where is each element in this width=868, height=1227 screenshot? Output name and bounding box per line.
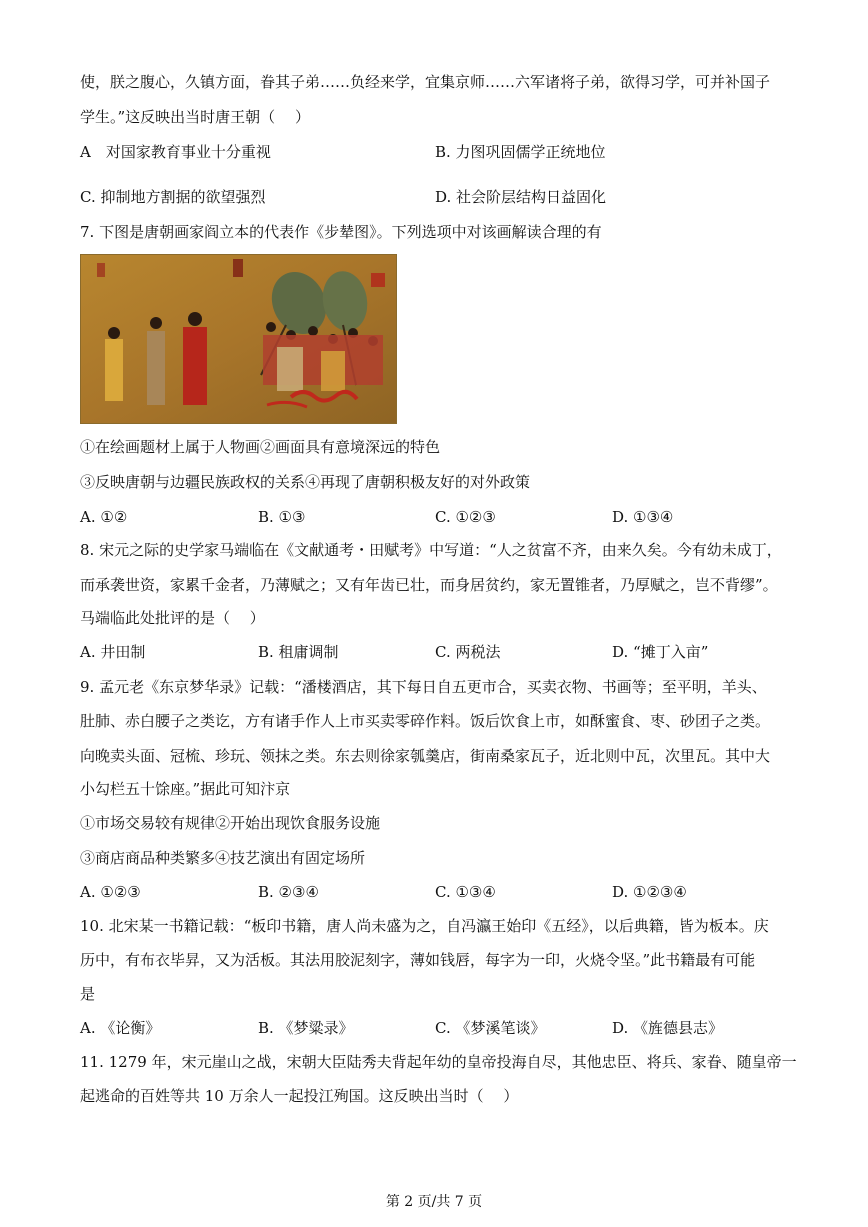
- q6-line-2: 学生。”这反映出当时唐王朝（ ）: [80, 108, 310, 126]
- q6-option-c[interactable]: C. 抑制地方割据的欲望强烈: [80, 188, 266, 206]
- q6-option-d[interactable]: D. 社会阶层结构日益固化: [435, 188, 607, 206]
- q9-line-3: 向晚卖头面、冠梳、珍玩、领抹之类。东去则徐家瓠羹店，街南桑家瓦子，近北则中瓦，次里瓦。其中大: [80, 747, 771, 765]
- q7-option-c[interactable]: C. ①②③: [435, 508, 496, 526]
- q7-option-b[interactable]: B. ①③: [258, 508, 306, 526]
- page-number-footer: 第 2 页/共 7 页: [385, 1194, 483, 1210]
- q8-line-1: 8. 宋元之际的史学家马端临在《文献通考・田赋考》中写道：“人之贫富不齐，由来久矣。今有幼未成丁，: [80, 541, 782, 559]
- q10-option-d[interactable]: D. 《旌德县志》: [612, 1019, 724, 1037]
- q8-option-b[interactable]: B. 租庸调制: [258, 643, 339, 661]
- q11-line-1: 11. 1279 年，宋元崖山之战，宋朝大臣陆秀夫背起年幼的皇帝投海自尽，其他忠臣、将兵、家眷、随皇帝一: [80, 1053, 797, 1071]
- q9-option-c[interactable]: C. ①③④: [435, 883, 496, 901]
- q6-option-b[interactable]: B. 力图巩固儒学正统地位: [435, 143, 606, 161]
- q8-option-c[interactable]: C. 两税法: [435, 643, 501, 661]
- q9-option-a[interactable]: A. ①②③: [80, 883, 141, 901]
- q7-option-a[interactable]: A. ①②: [80, 508, 128, 526]
- q6-options-row-2: [80, 187, 800, 207]
- q10-line-2: 历中，有布衣毕昇，又为活板。其法用胶泥刻字，薄如钱唇，每字为一印，火烧令坚。”此书籍最有可能: [80, 951, 756, 969]
- q7-stem: 7. 下图是唐朝画家阎立本的代表作《步辇图》。下列选项中对该画解读合理的有: [80, 223, 602, 241]
- q10-option-b[interactable]: B. 《梦粱录》: [258, 1019, 354, 1037]
- q7-statement-2: ③反映唐朝与边疆民族政权的关系④再现了唐朝积极友好的对外政策: [80, 473, 531, 491]
- q8-option-d[interactable]: D. “摊丁入亩”: [612, 643, 709, 661]
- q9-statement-2: ③商店商品种类繁多④技艺演出有固定场所: [80, 849, 366, 867]
- q9-option-b[interactable]: B. ②③④: [258, 883, 319, 901]
- q9-line-4: 小勾栏五十馀座。”据此可知汴京: [80, 780, 291, 798]
- q9-statement-1: ①市场交易较有规律②开始出现饮食服务设施: [80, 814, 381, 832]
- q7-statement-1: ①在绘画题材上属于人物画②画面具有意境深远的特色: [80, 438, 441, 456]
- q10-option-c[interactable]: C. 《梦溪笔谈》: [435, 1019, 546, 1037]
- q10-option-a[interactable]: A. 《论衡》: [80, 1019, 161, 1037]
- q10-options-row: [80, 1018, 800, 1038]
- bunian-tu-painting: [80, 254, 397, 424]
- q7-options-row: [80, 507, 800, 527]
- q9-options-row: [80, 882, 800, 902]
- painting-image: [81, 255, 396, 423]
- q8-line-3: 马端临此处批评的是（ ）: [80, 609, 265, 627]
- q6-option-a[interactable]: A 对国家教育事业十分重视: [80, 143, 271, 161]
- q8-options-row: [80, 642, 800, 662]
- q6-line-1: 使，朕之腹心，久镇方面，眷其子弟……负经来学，宜集京师……六军诸将子弟，欲得习学，可并补国子: [80, 73, 771, 91]
- q10-line-1: 10. 北宋某一书籍记载：“板印书籍，唐人尚未盛为之，自冯瀛王始印《五经》，以后典籍，皆为板本。庆: [80, 917, 769, 935]
- q11-line-2: 起逃命的百姓等共 10 万余人一起投江殉国。这反映出当时（ ）: [80, 1087, 519, 1105]
- q7-option-d[interactable]: D. ①③④: [612, 508, 674, 526]
- q6-options-row-1: [80, 142, 800, 162]
- q8-option-a[interactable]: A. 井田制: [80, 643, 146, 661]
- q10-line-3: 是: [80, 985, 96, 1003]
- q9-option-d[interactable]: D. ①②③④: [612, 883, 687, 901]
- q9-line-2: 肚肺、赤白腰子之类讫，方有诸手作人上市买卖零碎作料。饭后饮食上市，如酥蜜食、枣、砂团子之类。: [80, 712, 771, 730]
- q9-line-1: 9. 孟元老《东京梦华录》记载：“潘楼酒店，其下每日自五更市合，买卖衣物、书画等；至平明，羊头、: [80, 678, 767, 696]
- q8-line-2: 而承袭世资，家累千金者，乃薄赋之；又有年齿已壮，而身居贫约，家无置锥者，乃厚赋之，岂不背缪”。: [80, 576, 778, 594]
